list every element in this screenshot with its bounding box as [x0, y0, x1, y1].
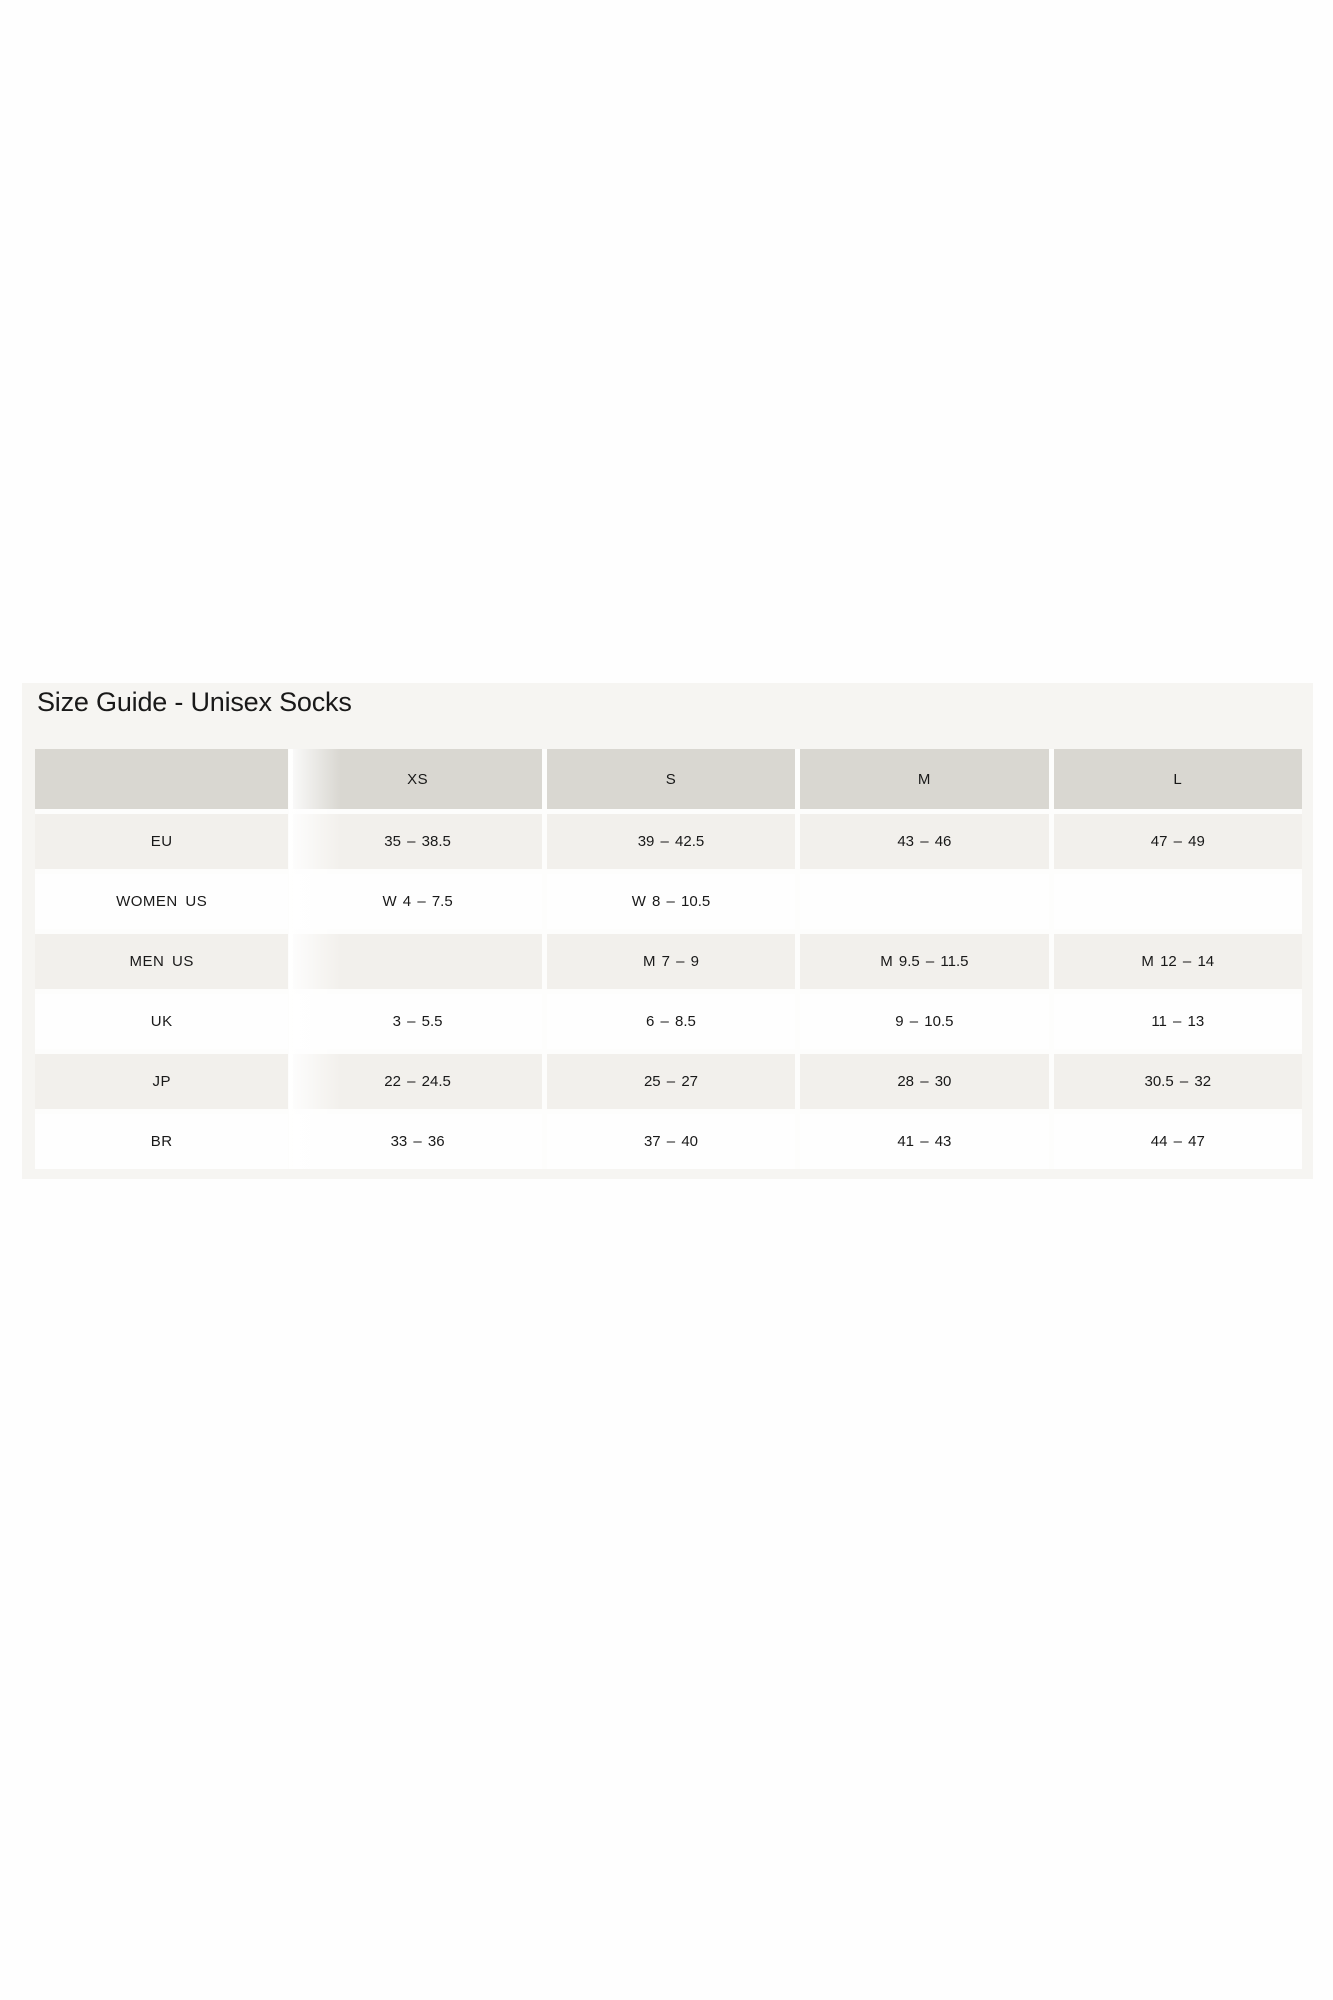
size-value-cell: 35 – 38.5 [288, 809, 541, 869]
size-value-cell: M 7 – 9 [542, 929, 795, 989]
size-value-cell: 11 – 13 [1049, 989, 1302, 1049]
size-value-cell: 28 – 30 [795, 1049, 1048, 1109]
size-value-cell: 33 – 36 [288, 1109, 541, 1169]
size-value-cell: 41 – 43 [795, 1109, 1048, 1169]
size-row-br [35, 1109, 1302, 1169]
size-value-cell: 44 – 47 [1049, 1109, 1302, 1169]
size-value-cell: 37 – 40 [542, 1109, 795, 1169]
size-guide-panel [22, 683, 1313, 1179]
size-value-cell: 30.5 – 32 [1049, 1049, 1302, 1109]
row-label-br: BR [35, 1109, 288, 1169]
row-label-eu: EU [35, 809, 288, 869]
size-table [35, 749, 1302, 1169]
size-value-cell: 22 – 24.5 [288, 1049, 541, 1109]
row-label-uk: UK [35, 989, 288, 1049]
size-row-women-us [35, 869, 1302, 929]
size-table-scroll-container[interactable] [35, 749, 1302, 1169]
size-value-cell: W 8 – 10.5 [542, 869, 795, 929]
size-value-cell: 47 – 49 [1049, 809, 1302, 869]
size-value-cell: M 9.5 – 11.5 [795, 929, 1048, 989]
header-cell-s: S [542, 749, 795, 809]
size-value-cell [288, 929, 541, 989]
size-row-uk [35, 989, 1302, 1049]
size-table-header-row [35, 749, 1302, 809]
row-label-jp: JP [35, 1049, 288, 1109]
size-guide-title: Size Guide - Unisex Socks [37, 687, 352, 717]
row-label-men-us: MEN US [35, 929, 288, 989]
size-value-cell: 6 – 8.5 [542, 989, 795, 1049]
size-value-cell: 9 – 10.5 [795, 989, 1048, 1049]
header-cell-xs: XS [288, 749, 541, 809]
size-value-cell: M 12 – 14 [1049, 929, 1302, 989]
size-value-cell: W 4 – 7.5 [288, 869, 541, 929]
row-label-women-us: WOMEN US [35, 869, 288, 929]
size-value-cell [795, 869, 1048, 929]
size-value-cell: 43 – 46 [795, 809, 1048, 869]
size-value-cell: 39 – 42.5 [542, 809, 795, 869]
size-value-cell: 25 – 27 [542, 1049, 795, 1109]
header-cell-l: L [1049, 749, 1302, 809]
size-row-men-us [35, 929, 1302, 989]
size-value-cell: 3 – 5.5 [288, 989, 541, 1049]
size-row-eu [35, 809, 1302, 869]
size-row-jp [35, 1049, 1302, 1109]
header-cell-blank [35, 749, 288, 809]
size-value-cell [1049, 869, 1302, 929]
header-cell-m: M [795, 749, 1048, 809]
